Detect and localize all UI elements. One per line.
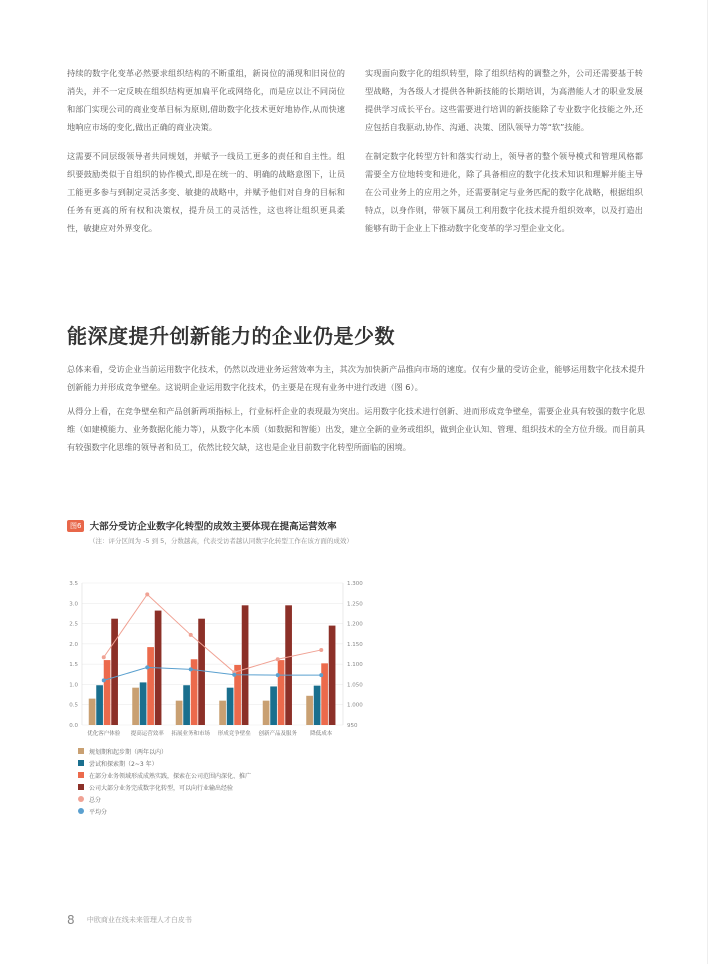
x-tick-label: 形成竞争壁垒 bbox=[217, 731, 251, 737]
bar bbox=[198, 619, 205, 725]
figure-title: 大部分受访企业数字化转型的成效主要体现在提高运营效率 bbox=[89, 521, 337, 533]
line-point bbox=[145, 592, 149, 596]
paragraph: 这需要不同层级领导者共同规划，并赋予一线员工更多的责任和自主性。组织要鼓励类似于自组织的协作模式,即是在统一的、明确的战略意图下，让员工能更多参与到制定灵活多变、敏捷的战略中，并赋予他们对自身的目标和任务有更高的所有权和决策权，提升员工的灵活性，这也将让组织更具柔性，敏捷应对外界变化。 bbox=[67, 151, 345, 233]
legend-label: 尝试和探索期（2~3 年） bbox=[89, 760, 158, 768]
x-tick-label: 拓展业务和市场 bbox=[171, 731, 211, 737]
paragraph: 总体来看，受访企业当前运用数字化技术，仍然以改进业务运营效率为主，其次为加快新产品推向市场的速度。仅有少量的受访企业，能够运用数字化技术提升创新能力并形成竞争壁垒。这说明企业运用数字化技术，仍主要是在现有业务中进行改进（图 6）。 bbox=[67, 364, 645, 392]
y-left-tick-label: 2.0 bbox=[69, 641, 78, 648]
bar bbox=[314, 686, 321, 725]
legend-label: 在部分业务领域形成成熟实践，探索在公司范围内深化、推广 bbox=[89, 772, 252, 780]
y-right-tick-label: 1.200 bbox=[347, 621, 363, 628]
y-left-tick-label: 1.0 bbox=[69, 682, 78, 689]
y-right-tick-label: 1.000 bbox=[347, 702, 363, 709]
y-right-tick-label: 1.300 bbox=[347, 581, 363, 587]
figure-badge: 图6 bbox=[67, 520, 84, 532]
line-point bbox=[319, 648, 323, 652]
bar bbox=[176, 701, 183, 725]
bar bbox=[183, 685, 190, 725]
bar bbox=[270, 686, 277, 725]
y-right-tick-label: 1.050 bbox=[347, 682, 363, 689]
y-right-tick-label: 1.250 bbox=[347, 601, 363, 608]
y-right-tick-label: 1.150 bbox=[347, 641, 363, 648]
page-number: 8 bbox=[67, 913, 75, 927]
footer-title: 中欧商业在线未来管理人才白皮书 bbox=[86, 916, 192, 924]
bar-line-chart bbox=[60, 570, 390, 745]
x-tick-label: 提高运营效率 bbox=[130, 731, 164, 737]
section-body bbox=[67, 360, 645, 462]
line-point bbox=[189, 633, 193, 637]
figure-note: （注：评分区间为 -5 到 5，分数越高，代表受访者越认同数字化转型工作在该方面的成效） bbox=[89, 537, 353, 545]
legend-item bbox=[78, 793, 251, 805]
line-point bbox=[102, 655, 106, 659]
paragraph: 从得分上看，在竞争壁垒和产品创新两项指标上，行业标杆企业的表现最为突出。运用数字化技术进行创新、进而形成竞争壁垒，需要企业具有较强的数字化思维（如建模能力、业务数据化能力等），从数字化本质（如数据和智能）出发，建立全新的业务或组织，做到企业认知、管理、组织技术的全方位升级。而目前具有较强数字化思维的领导者和员工，依然比较欠缺，这也是企业目前数字化转型所面临的困境。 bbox=[67, 406, 645, 452]
paragraph: 在制定数字化转型方针和落实行动上，领导者的整个领导模式和管理风格都需要全方位地转变和进化，除了具备相应的数字化技术知识和理解并能主导在公司业务上的应用之外，还需要制定与业务匹配的数字化战略，根据组织特点，以身作则，带领下属员工利用数字化技术提升组织效率，以及打造出能够有助于企业上下推动数字化变革的学习型企业文化。 bbox=[365, 151, 643, 233]
legend-item bbox=[78, 769, 251, 781]
bar bbox=[132, 688, 139, 725]
bar bbox=[278, 660, 285, 725]
legend-label: 公司大部分业务完成数字化转型，可以向行业输出经验 bbox=[89, 784, 234, 792]
bar bbox=[104, 660, 111, 725]
x-tick-label: 创新产品及服务 bbox=[258, 731, 298, 737]
legend-label: 总分 bbox=[89, 796, 102, 804]
line-point bbox=[232, 673, 236, 677]
bar bbox=[219, 701, 226, 725]
legend-dot bbox=[78, 796, 84, 802]
y-left-tick-label: 1.5 bbox=[69, 662, 78, 669]
legend-item bbox=[78, 757, 251, 769]
bar bbox=[306, 696, 313, 725]
legend-item bbox=[78, 805, 251, 817]
legend-label: 平均分 bbox=[89, 808, 108, 816]
line-point bbox=[102, 678, 106, 682]
figure-header bbox=[67, 515, 645, 545]
legend-item bbox=[78, 745, 251, 757]
line-point bbox=[145, 665, 149, 669]
legend-dot bbox=[78, 808, 84, 814]
bar bbox=[227, 688, 234, 725]
legend-swatch bbox=[78, 748, 84, 754]
page-footer bbox=[67, 913, 192, 927]
bar bbox=[96, 685, 103, 725]
legend-label: 规划期和起步期（两年以内） bbox=[89, 748, 168, 756]
x-tick-label: 优化客户体验 bbox=[87, 731, 121, 737]
y-left-tick-label: 2.5 bbox=[69, 621, 78, 628]
bar bbox=[89, 699, 96, 725]
intro-column-left bbox=[67, 64, 345, 248]
line-point bbox=[319, 673, 323, 677]
y-right-tick-label: 950 bbox=[347, 723, 358, 729]
bar bbox=[329, 626, 336, 725]
bar bbox=[111, 619, 118, 725]
y-right-tick-label: 1.100 bbox=[347, 662, 363, 669]
section-title: 能深度提升创新能力的企业仍是少数 bbox=[67, 324, 395, 348]
bar bbox=[263, 701, 270, 725]
line-point bbox=[276, 673, 280, 677]
y-left-tick-label: 3.0 bbox=[69, 601, 78, 608]
legend-swatch bbox=[78, 772, 84, 778]
legend-swatch bbox=[78, 784, 84, 790]
bar bbox=[147, 647, 154, 725]
y-left-tick-label: 0.0 bbox=[69, 723, 78, 729]
line-point bbox=[276, 657, 280, 661]
paragraph: 实现面向数字化的组织转型，除了组织结构的调整之外，公司还需要基于转型战略，为各级人才提供各种新技能的长期培训，为高潜能人才的职业发展提供学习成长平台。这些需要进行培训的新技能除了专业数字化技能之外,还应包括自我驱动,协作、沟通、决策、团队领导力等“软”技能。 bbox=[365, 68, 643, 132]
bar bbox=[242, 605, 249, 725]
y-left-tick-label: 0.5 bbox=[69, 702, 78, 709]
x-tick-label: 降低成本 bbox=[310, 731, 333, 737]
intro-column-right bbox=[365, 64, 643, 248]
page-edge-divider bbox=[707, 0, 708, 964]
bar bbox=[321, 663, 328, 725]
bar bbox=[285, 605, 292, 725]
bar bbox=[140, 682, 147, 725]
paragraph: 持续的数字化变革必然要求组织结构的不断重组，新岗位的涌现和旧岗位的消失，并不一定反映在组织结构更加扁平化或网络化，而是应以让不同岗位和部门实现公司的商业变革目标为原则,借助数字化技术更好地协作,从而快速地响应市场的变化,做出正确的商业决策。 bbox=[67, 68, 345, 132]
line-point bbox=[189, 667, 193, 671]
chart-legend bbox=[78, 745, 251, 817]
legend-swatch bbox=[78, 760, 84, 766]
legend-item bbox=[78, 781, 251, 793]
y-left-tick-label: 3.5 bbox=[69, 581, 78, 587]
